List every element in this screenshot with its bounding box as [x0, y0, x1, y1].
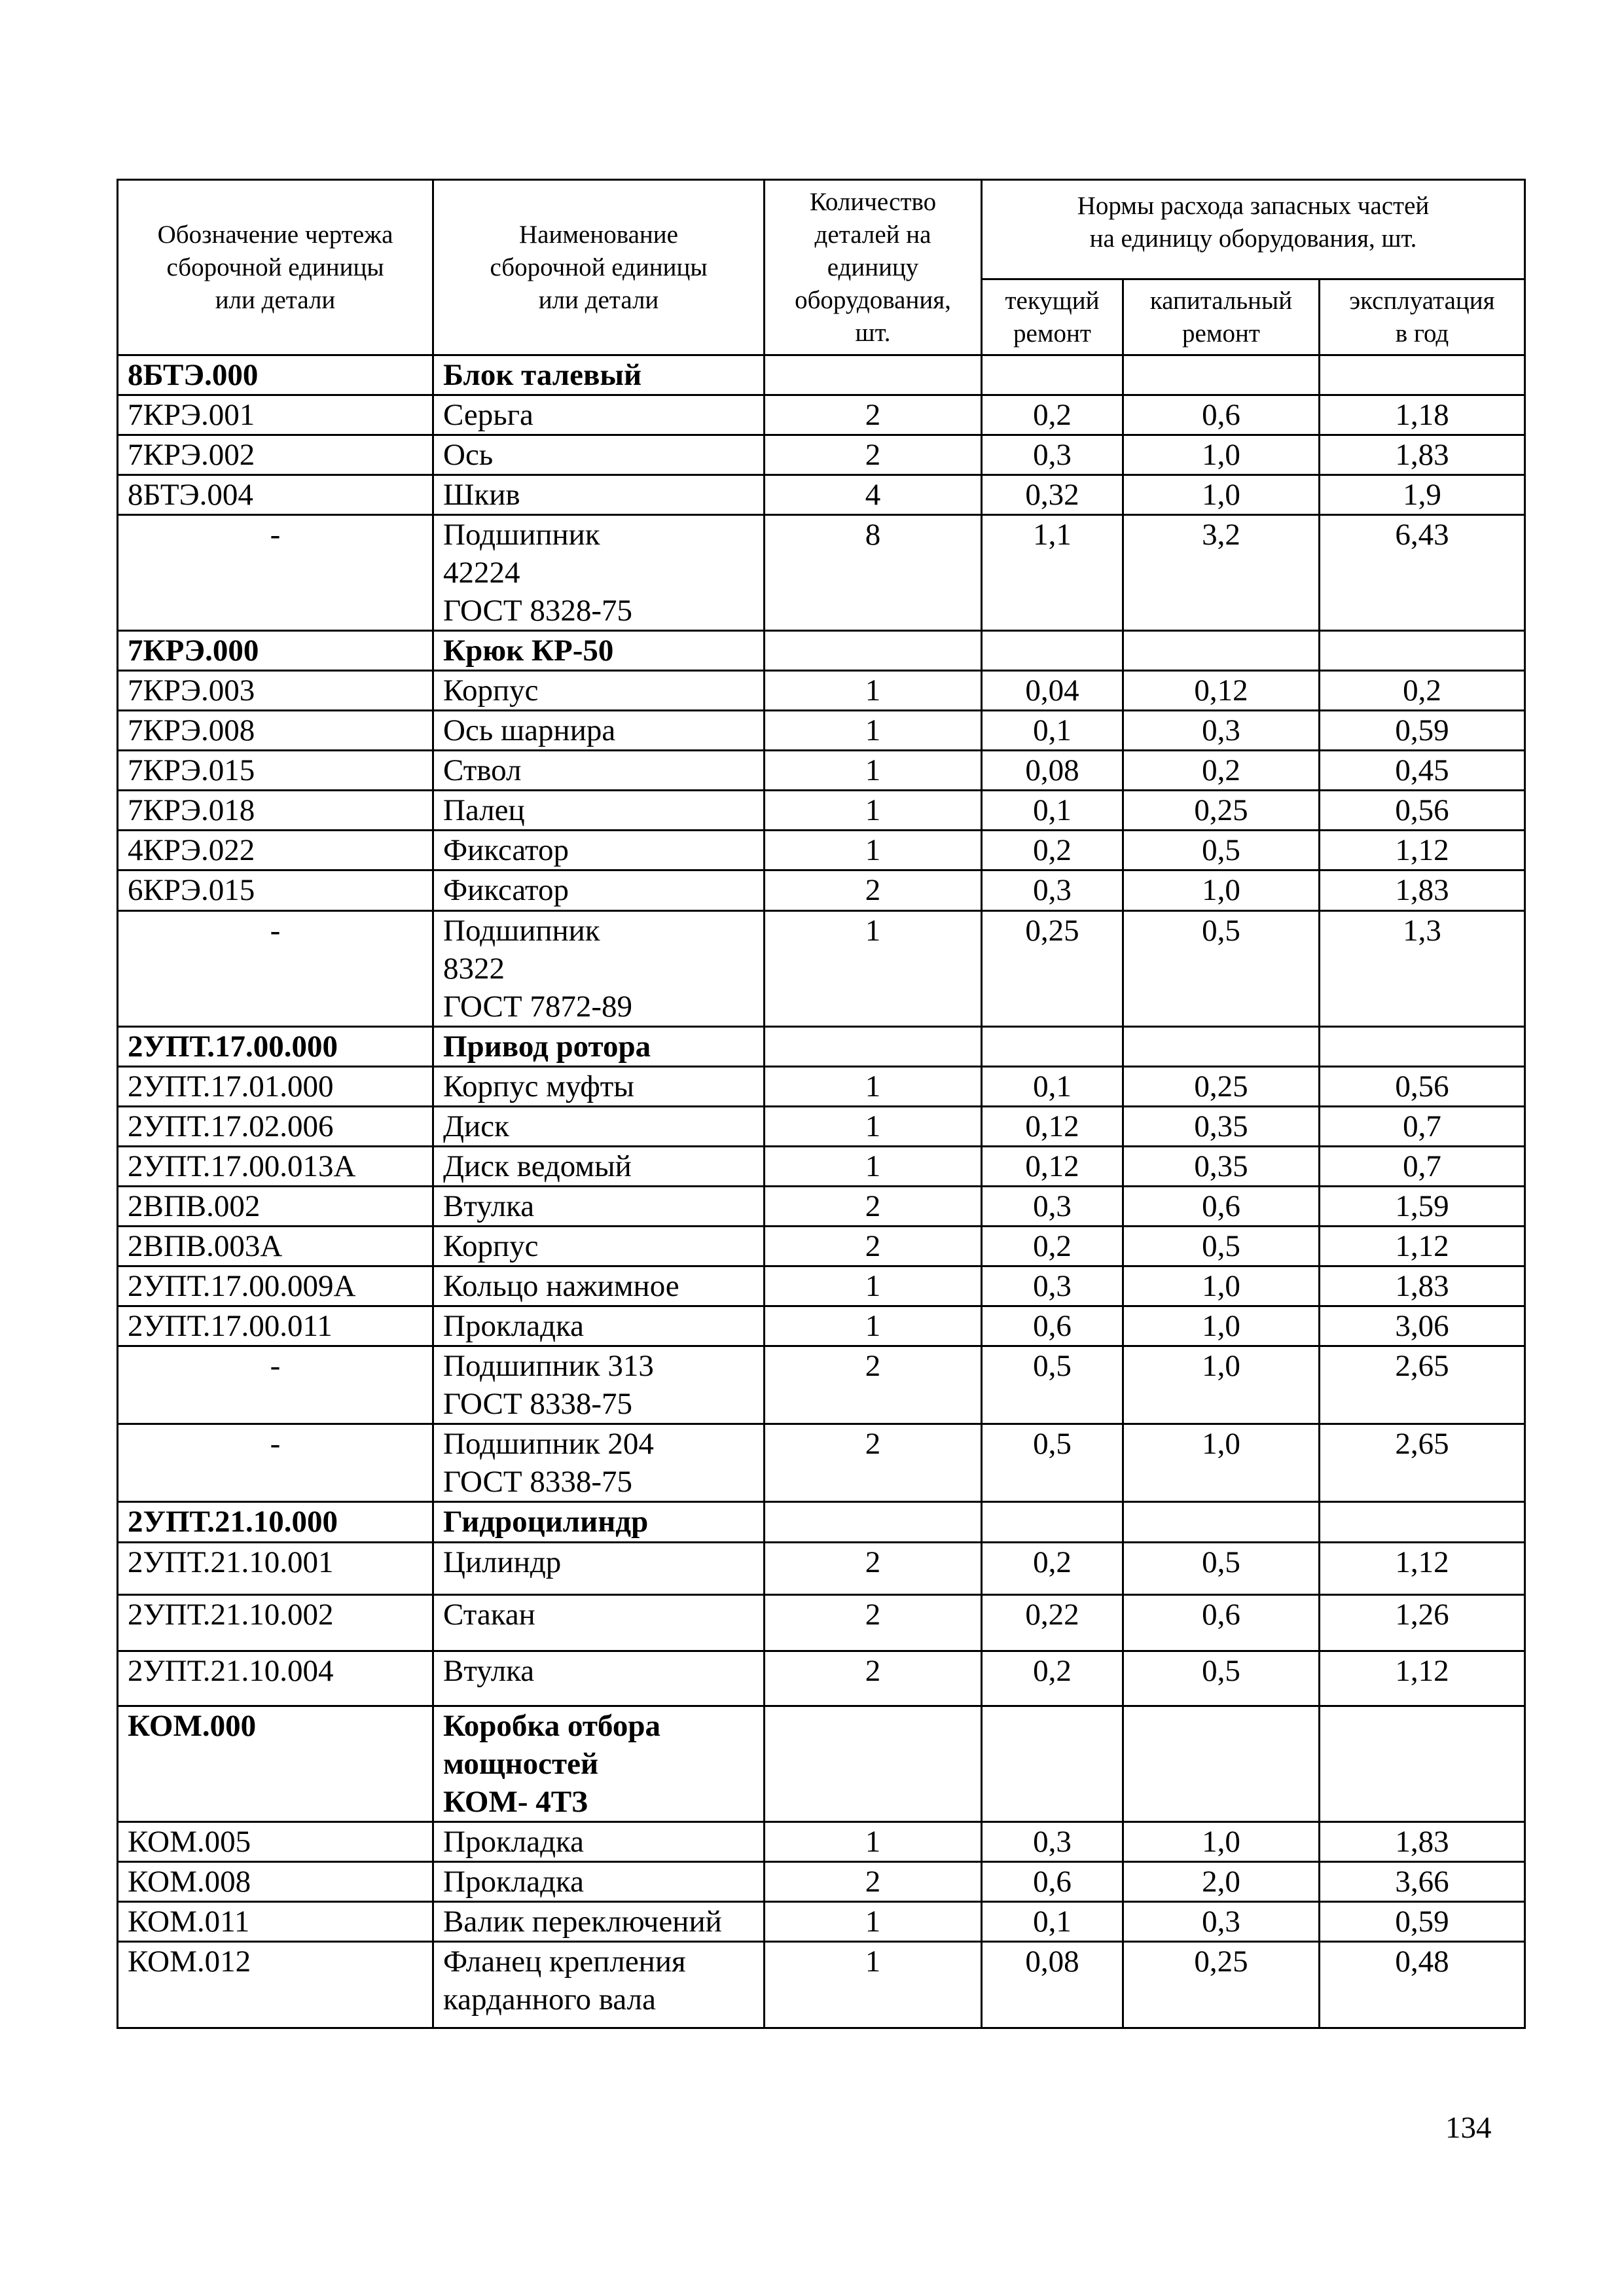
table-row	[118, 1067, 1525, 1107]
row-quantity: 1	[765, 1147, 982, 1187]
row-quantity	[765, 1027, 982, 1067]
row-current-repair	[982, 355, 1123, 395]
table-row	[118, 1227, 1525, 1266]
table-group-row	[118, 1706, 1525, 1822]
row-quantity: 8	[765, 515, 982, 631]
row-capital-repair: 0,2	[1123, 751, 1320, 791]
table-row	[118, 515, 1525, 631]
row-current-repair	[982, 1027, 1123, 1067]
row-operation-per-year	[1320, 631, 1525, 671]
row-operation-per-year: 3,66	[1320, 1862, 1525, 1902]
row-quantity: 1	[765, 791, 982, 831]
row-operation-per-year: 0,56	[1320, 791, 1525, 831]
table-row	[118, 1942, 1525, 2028]
row-quantity: 1	[765, 911, 982, 1027]
row-quantity: 1	[765, 1067, 982, 1107]
row-capital-repair: 1,0	[1123, 1822, 1320, 1862]
header-quantity: Количество деталей на единицу оборудования, шт.	[765, 180, 982, 355]
table-group-row	[118, 1502, 1525, 1543]
table-row	[118, 1346, 1525, 1424]
row-current-repair: 0,3	[982, 1266, 1123, 1306]
row-code: 2УПТ.17.02.006	[118, 1107, 433, 1147]
row-quantity: 2	[765, 1595, 982, 1651]
row-capital-repair: 1,0	[1123, 1266, 1320, 1306]
row-quantity: 2	[765, 1862, 982, 1902]
row-operation-per-year: 1,59	[1320, 1187, 1525, 1227]
row-capital-repair	[1123, 1502, 1320, 1543]
row-name: Прокладка	[433, 1822, 765, 1862]
row-current-repair	[982, 1706, 1123, 1822]
row-code: 8БТЭ.004	[118, 475, 433, 515]
row-current-repair	[982, 631, 1123, 671]
table-row	[118, 1306, 1525, 1346]
row-quantity: 1	[765, 1266, 982, 1306]
row-name: Фиксатор	[433, 870, 765, 911]
row-code: КОМ.008	[118, 1862, 433, 1902]
row-capital-repair: 0,3	[1123, 1902, 1320, 1942]
row-operation-per-year: 0,59	[1320, 1902, 1525, 1942]
row-operation-per-year: 1,3	[1320, 911, 1525, 1027]
row-current-repair: 0,2	[982, 1543, 1123, 1595]
row-code: 6КРЭ.015	[118, 870, 433, 911]
row-quantity: 1	[765, 1107, 982, 1147]
row-name: Привод ротора	[433, 1027, 765, 1067]
row-current-repair: 0,04	[982, 671, 1123, 711]
table-group-row	[118, 631, 1525, 671]
row-quantity: 2	[765, 435, 982, 475]
table-row	[118, 435, 1525, 475]
row-code: 7КРЭ.001	[118, 395, 433, 435]
row-capital-repair: 1,0	[1123, 1306, 1320, 1346]
row-name: Корпус муфты	[433, 1067, 765, 1107]
row-quantity: 1	[765, 751, 982, 791]
row-code: 2УПТ.21.10.000	[118, 1502, 433, 1543]
row-name: Диск	[433, 1107, 765, 1147]
row-quantity: 2	[765, 1227, 982, 1266]
row-operation-per-year: 0,7	[1320, 1147, 1525, 1187]
row-capital-repair: 0,5	[1123, 1543, 1320, 1595]
table-row	[118, 1147, 1525, 1187]
row-code: 2УПТ.17.01.000	[118, 1067, 433, 1107]
row-code: -	[118, 515, 433, 631]
row-code: 2ВПВ.002	[118, 1187, 433, 1227]
header-designation: Обозначение чертежа сборочной единицы или детали	[118, 180, 433, 355]
row-current-repair: 0,12	[982, 1147, 1123, 1187]
row-operation-per-year: 0,2	[1320, 671, 1525, 711]
row-capital-repair: 0,6	[1123, 395, 1320, 435]
row-code: -	[118, 1424, 433, 1502]
row-name: Кольцо нажимное	[433, 1266, 765, 1306]
row-operation-per-year: 1,12	[1320, 1543, 1525, 1595]
row-capital-repair: 0,5	[1123, 1227, 1320, 1266]
row-code: 2УПТ.17.00.000	[118, 1027, 433, 1067]
row-operation-per-year: 1,18	[1320, 395, 1525, 435]
row-operation-per-year: 0,59	[1320, 711, 1525, 751]
header-capital-repair: капитальный ремонт	[1123, 279, 1320, 355]
row-operation-per-year: 1,83	[1320, 435, 1525, 475]
row-name: Подшипник 204 ГОСТ 8338-75	[433, 1424, 765, 1502]
row-code: 4КРЭ.022	[118, 831, 433, 870]
row-current-repair: 0,5	[982, 1346, 1123, 1424]
row-name: Прокладка	[433, 1306, 765, 1346]
row-code: 2УПТ.17.00.009А	[118, 1266, 433, 1306]
row-capital-repair	[1123, 1027, 1320, 1067]
row-capital-repair: 0,5	[1123, 831, 1320, 870]
table-row	[118, 1651, 1525, 1706]
row-name: Палец	[433, 791, 765, 831]
row-name: Корпус	[433, 1227, 765, 1266]
row-operation-per-year: 1,12	[1320, 831, 1525, 870]
row-current-repair: 0,1	[982, 1902, 1123, 1942]
row-capital-repair: 0,6	[1123, 1595, 1320, 1651]
row-capital-repair: 1,0	[1123, 475, 1320, 515]
row-quantity	[765, 355, 982, 395]
table-row	[118, 475, 1525, 515]
row-quantity: 2	[765, 1651, 982, 1706]
row-code: 7КРЭ.003	[118, 671, 433, 711]
row-current-repair: 0,1	[982, 1067, 1123, 1107]
spare-parts-table	[117, 179, 1526, 2029]
row-name: Фланец крепления карданного вала	[433, 1942, 765, 2028]
row-quantity	[765, 631, 982, 671]
row-name: Ось шарнира	[433, 711, 765, 751]
row-operation-per-year: 0,7	[1320, 1107, 1525, 1147]
table-row	[118, 751, 1525, 791]
row-quantity	[765, 1706, 982, 1822]
page-number: 134	[1445, 2111, 1492, 2145]
row-code: КОМ.011	[118, 1902, 433, 1942]
row-name: Крюк КР-50	[433, 631, 765, 671]
row-current-repair	[982, 1502, 1123, 1543]
row-operation-per-year	[1320, 1706, 1525, 1822]
row-code: 7КРЭ.002	[118, 435, 433, 475]
table-row	[118, 1424, 1525, 1502]
row-name: Подшипник 42224 ГОСТ 8328-75	[433, 515, 765, 631]
table-row	[118, 1266, 1525, 1306]
row-operation-per-year: 1,12	[1320, 1227, 1525, 1266]
row-quantity: 2	[765, 1424, 982, 1502]
row-operation-per-year: 0,45	[1320, 751, 1525, 791]
row-code: КОМ.005	[118, 1822, 433, 1862]
row-name: Втулка	[433, 1651, 765, 1706]
row-capital-repair: 0,5	[1123, 1651, 1320, 1706]
row-capital-repair: 0,3	[1123, 711, 1320, 751]
row-current-repair: 0,3	[982, 1187, 1123, 1227]
row-current-repair: 0,32	[982, 475, 1123, 515]
row-name: Ось	[433, 435, 765, 475]
row-quantity	[765, 1502, 982, 1543]
row-quantity: 1	[765, 831, 982, 870]
row-quantity: 1	[765, 1306, 982, 1346]
row-capital-repair: 1,0	[1123, 870, 1320, 911]
row-current-repair: 0,6	[982, 1306, 1123, 1346]
row-capital-repair: 2,0	[1123, 1862, 1320, 1902]
row-code: -	[118, 1346, 433, 1424]
table-row	[118, 1543, 1525, 1595]
table-body	[118, 355, 1525, 2028]
row-current-repair: 0,5	[982, 1424, 1123, 1502]
row-operation-per-year: 3,06	[1320, 1306, 1525, 1346]
row-current-repair: 0,6	[982, 1862, 1123, 1902]
row-operation-per-year: 6,43	[1320, 515, 1525, 631]
row-current-repair: 0,2	[982, 395, 1123, 435]
row-name: Коробка отбора мощностей КОМ- 4ТЗ	[433, 1706, 765, 1822]
row-operation-per-year: 2,65	[1320, 1346, 1525, 1424]
row-capital-repair: 0,25	[1123, 1067, 1320, 1107]
row-name: Стакан	[433, 1595, 765, 1651]
row-code: КОМ.000	[118, 1706, 433, 1822]
table-row	[118, 870, 1525, 911]
table-row	[118, 671, 1525, 711]
row-code: КОМ.012	[118, 1942, 433, 2028]
row-current-repair: 0,2	[982, 1227, 1123, 1266]
header-current-repair: текущий ремонт	[982, 279, 1123, 355]
row-capital-repair: 1,0	[1123, 1346, 1320, 1424]
header-name: Наименование сборочной единицы или детали	[433, 180, 765, 355]
row-quantity: 2	[765, 395, 982, 435]
row-name: Диск ведомый	[433, 1147, 765, 1187]
row-operation-per-year: 1,83	[1320, 870, 1525, 911]
row-current-repair: 0,22	[982, 1595, 1123, 1651]
row-capital-repair: 1,0	[1123, 435, 1320, 475]
row-name: Фиксатор	[433, 831, 765, 870]
row-name: Корпус	[433, 671, 765, 711]
row-current-repair: 0,08	[982, 1942, 1123, 2028]
row-quantity: 2	[765, 1187, 982, 1227]
table-row	[118, 1822, 1525, 1862]
row-name: Шкив	[433, 475, 765, 515]
row-operation-per-year: 0,56	[1320, 1067, 1525, 1107]
row-name: Гидроцилиндр	[433, 1502, 765, 1543]
row-operation-per-year: 1,83	[1320, 1822, 1525, 1862]
row-code: 8БТЭ.000	[118, 355, 433, 395]
row-name: Прокладка	[433, 1862, 765, 1902]
table-row	[118, 1862, 1525, 1902]
row-name: Цилиндр	[433, 1543, 765, 1595]
row-capital-repair: 0,6	[1123, 1187, 1320, 1227]
table-row	[118, 1187, 1525, 1227]
row-code: 2УПТ.21.10.001	[118, 1543, 433, 1595]
table-row	[118, 711, 1525, 751]
row-code: 2ВПВ.003А	[118, 1227, 433, 1266]
table-row	[118, 1595, 1525, 1651]
row-name: Ствол	[433, 751, 765, 791]
row-quantity: 1	[765, 1822, 982, 1862]
row-quantity: 1	[765, 671, 982, 711]
row-code: 2УПТ.17.00.013А	[118, 1147, 433, 1187]
table-row	[118, 1107, 1525, 1147]
row-code: 7КРЭ.018	[118, 791, 433, 831]
row-name: Подшипник 8322 ГОСТ 7872-89	[433, 911, 765, 1027]
row-name: Втулка	[433, 1187, 765, 1227]
row-code: 7КРЭ.000	[118, 631, 433, 671]
row-operation-per-year	[1320, 1027, 1525, 1067]
row-quantity: 2	[765, 1543, 982, 1595]
row-capital-repair: 3,2	[1123, 515, 1320, 631]
table-row	[118, 791, 1525, 831]
row-name: Подшипник 313 ГОСТ 8338-75	[433, 1346, 765, 1424]
row-current-repair: 0,08	[982, 751, 1123, 791]
table-row	[118, 831, 1525, 870]
row-current-repair: 0,1	[982, 791, 1123, 831]
table-row	[118, 1902, 1525, 1942]
row-operation-per-year: 0,48	[1320, 1942, 1525, 2028]
table-row	[118, 395, 1525, 435]
row-code: 2УПТ.17.00.011	[118, 1306, 433, 1346]
table-group-row	[118, 355, 1525, 395]
row-capital-repair: 0,35	[1123, 1147, 1320, 1187]
row-operation-per-year: 1,83	[1320, 1266, 1525, 1306]
row-code: -	[118, 911, 433, 1027]
row-current-repair: 0,2	[982, 1651, 1123, 1706]
row-current-repair: 0,1	[982, 711, 1123, 751]
table-group-row	[118, 1027, 1525, 1067]
row-current-repair: 0,25	[982, 911, 1123, 1027]
row-capital-repair	[1123, 1706, 1320, 1822]
row-code: 7КРЭ.015	[118, 751, 433, 791]
row-quantity: 1	[765, 1902, 982, 1942]
row-current-repair: 0,12	[982, 1107, 1123, 1147]
row-quantity: 1	[765, 711, 982, 751]
row-operation-per-year: 1,12	[1320, 1651, 1525, 1706]
row-operation-per-year	[1320, 1502, 1525, 1543]
row-capital-repair: 0,12	[1123, 671, 1320, 711]
row-capital-repair: 0,35	[1123, 1107, 1320, 1147]
row-name: Блок талевый	[433, 355, 765, 395]
row-quantity: 2	[765, 1346, 982, 1424]
row-code: 2УПТ.21.10.004	[118, 1651, 433, 1706]
row-name: Валик переключений	[433, 1902, 765, 1942]
row-quantity: 2	[765, 870, 982, 911]
row-operation-per-year	[1320, 355, 1525, 395]
table-row	[118, 911, 1525, 1027]
table-header	[118, 180, 1525, 355]
header-norms: Нормы расхода запасных частей на единицу оборудования, шт.	[982, 180, 1525, 279]
row-quantity: 1	[765, 1942, 982, 2028]
row-current-repair: 0,3	[982, 870, 1123, 911]
row-code: 2УПТ.21.10.002	[118, 1595, 433, 1651]
row-capital-repair: 0,25	[1123, 791, 1320, 831]
row-capital-repair: 0,25	[1123, 1942, 1320, 2028]
row-capital-repair	[1123, 355, 1320, 395]
row-current-repair: 0,3	[982, 1822, 1123, 1862]
row-capital-repair: 0,5	[1123, 911, 1320, 1027]
row-code: 7КРЭ.008	[118, 711, 433, 751]
row-current-repair: 0,2	[982, 831, 1123, 870]
row-current-repair: 0,3	[982, 435, 1123, 475]
row-capital-repair: 1,0	[1123, 1424, 1320, 1502]
header-operation-per-year: эксплуатация в год	[1320, 279, 1525, 355]
row-capital-repair	[1123, 631, 1320, 671]
row-name: Серьга	[433, 395, 765, 435]
row-operation-per-year: 1,9	[1320, 475, 1525, 515]
row-operation-per-year: 1,26	[1320, 1595, 1525, 1651]
row-current-repair: 1,1	[982, 515, 1123, 631]
row-quantity: 4	[765, 475, 982, 515]
row-operation-per-year: 2,65	[1320, 1424, 1525, 1502]
